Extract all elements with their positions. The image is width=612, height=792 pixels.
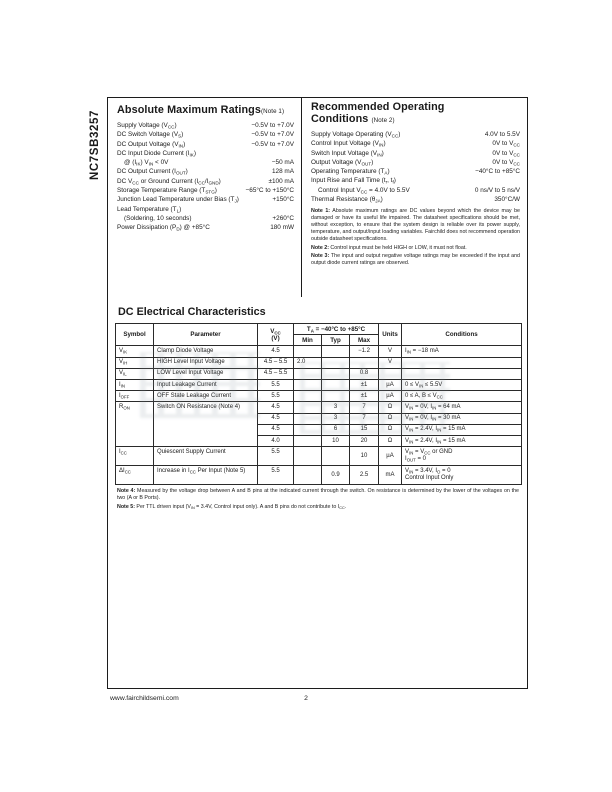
spec-row — [117, 214, 294, 223]
cell-typ: 3 — [322, 413, 350, 424]
cell-max: 7 — [350, 402, 379, 413]
cell-min — [294, 447, 322, 466]
spec-row — [117, 186, 294, 195]
cell-parameter: HIGH Level Input Voltage — [154, 357, 258, 368]
note-1: Note 1: Absolute maximum ratings are DC values beyond which the device may be damaged or have its useful life impaired. The datasheet specifications should be met, without exception, to ensure that the system design is reliable over its power supply, temperature, and output/input loading variables. Fairchild does not recommend operation outside datasheet specifications. — [311, 208, 521, 243]
cell-units — [379, 368, 402, 379]
cell-max: 0.8 — [350, 368, 379, 379]
cell-max: −1.2 — [350, 346, 379, 357]
spec-label: Output Voltage $(V_{OUT})$ — [311, 158, 374, 167]
cell-units: Ω — [379, 424, 402, 435]
cell-vcc: 5.5 — [258, 380, 294, 391]
cell-max: 20 — [350, 436, 379, 447]
cell-vcc: 5.5 — [258, 466, 294, 485]
cell-symbol: $V_{IH}$ — [116, 357, 154, 368]
spec-value: 350°C/W — [494, 196, 520, 204]
header-min: Min — [294, 335, 322, 346]
spec-value: 0V to $V_{CC}$ — [492, 140, 520, 148]
cell-units: mA — [379, 466, 402, 485]
cell-conditions: $0 \le V_{IN} \le 5.5V$ — [402, 380, 522, 391]
header-typ: Typ — [322, 335, 350, 346]
spec-value: 128 mA — [271, 168, 294, 176]
cell-parameter: LOW Level Input Voltage — [154, 368, 258, 379]
cell-units: Ω — [379, 413, 402, 424]
spec-label: DC Input Diode Current $(I_{IK})$ — [117, 149, 196, 158]
spec-value: 0V to $V_{CC}$ — [492, 149, 520, 157]
cell-typ — [322, 391, 350, 402]
cell-units: V — [379, 346, 402, 357]
cell-min — [294, 424, 322, 435]
spec-value: 0 ns/V to 5 ns/V — [474, 186, 520, 194]
note-5: Note 5: Per TTL driven input ($V_{IN} = 3.4V$, Control input only). A and B pins do not contribute to $I_{CC}$. — [117, 503, 347, 510]
spec-value: 4.0V to 5.5V — [484, 131, 520, 138]
cell-min: 2.0 — [294, 357, 322, 368]
cell-units: µA — [379, 391, 402, 402]
cell-units: µA — [379, 447, 402, 466]
cell-parameter: Increase in $I_{CC}$ Per Input (Note 5) — [154, 466, 258, 485]
header-max: Max — [350, 335, 379, 346]
cell-symbol: $V_{IK}$ — [116, 346, 154, 357]
spec-label: DC Output Current $(I_{OUT})$ — [117, 168, 188, 176]
roc-rows — [311, 130, 520, 204]
cell-typ: 10 — [322, 436, 350, 447]
header-temp-range: $T_A = -40^\circ C$ to +85°C — [294, 324, 379, 335]
cell-vcc: 4.5 — [258, 346, 294, 357]
roc-title-line1: Recommended Operating — [311, 101, 445, 113]
spec-value: −0.5V to +7.0V — [251, 122, 294, 129]
cell-units: µA — [379, 380, 402, 391]
spec-value: −50 mA — [271, 159, 294, 167]
abs-max-rows — [117, 121, 294, 233]
footer-url: www.fairchildsemi.com — [110, 695, 179, 702]
cell-conditions: 0 ≤ A, $B \le V_{CC}$ — [402, 391, 522, 402]
spec-row — [117, 149, 294, 158]
spec-row — [117, 130, 294, 139]
cell-max: 2.5 — [350, 466, 379, 485]
cell-min — [294, 413, 322, 424]
cell-vcc: 5.5 — [258, 447, 294, 466]
cell-max: 15 — [350, 424, 379, 435]
cell-units: Ω — [379, 436, 402, 447]
spec-label: DC Output Voltage $(V_{IN})$ — [117, 140, 186, 148]
cell-symbol: $V_{IL}$ — [116, 368, 154, 379]
cell-vcc: 4.5 — [258, 424, 294, 435]
header-conditions: Conditions — [402, 324, 522, 346]
spec-value: −40°C to +85°C — [475, 168, 520, 176]
spec-row — [311, 158, 520, 167]
spec-value: ±100 mA — [268, 177, 294, 185]
table-header-row — [116, 324, 522, 335]
cell-typ: 3 — [322, 402, 350, 413]
spec-value: 180 mW — [270, 224, 294, 232]
footer-page-number: 2 — [304, 695, 308, 702]
spec-label: Input Rise and Fall Time ($t_r$, $t_f$) — [311, 177, 396, 185]
cell-max: ±1 — [350, 380, 379, 391]
header-units: Units — [379, 324, 402, 346]
spec-label: @ $(I_{IK}) V_{IN} < 0V$ — [124, 159, 169, 167]
spec-value: +150°C — [272, 196, 294, 204]
cell-symbol: $I_{OFF}$ — [116, 391, 154, 402]
spec-value: −0.5V to +7.0V — [251, 131, 294, 139]
table-row — [116, 447, 522, 466]
spec-label: DC $V_{CC}$ or Ground Current $(I_{CC}/I_{GND})$ — [117, 177, 221, 186]
table-row — [116, 368, 522, 379]
spec-value: 0V to $V_{CC}$ — [492, 158, 520, 167]
spec-row — [311, 167, 520, 176]
spec-label: Junction Lead Temperature under Bias $(T_J)$ — [117, 196, 239, 204]
cell-min — [294, 466, 322, 485]
abs-max-title-text: Absolute Maximum Ratings — [117, 104, 261, 116]
spec-label: Operating Temperature $(T_A)$ — [311, 168, 390, 176]
spec-row — [311, 176, 520, 185]
spec-row — [311, 186, 520, 195]
cell-units: Ω — [379, 402, 402, 413]
cell-vcc: 4.5 — [258, 402, 294, 413]
cell-conditions: $V_{IN} = 0V$, $I_{IN} = 64$ mA — [402, 402, 522, 413]
table-row — [116, 346, 522, 357]
cell-typ — [322, 447, 350, 466]
spec-row — [117, 205, 294, 214]
cell-min — [294, 380, 322, 391]
cell-max — [350, 357, 379, 368]
roc-title-line2: Conditions — [311, 112, 369, 125]
roc-title — [311, 102, 520, 126]
cell-vcc: 5.5 — [258, 391, 294, 402]
cell-vcc: 4.0 — [258, 436, 294, 447]
spec-label: Control Input Voltage $(V_{IN})$ — [311, 140, 386, 148]
cell-symbol: $\Delta I_{CC}$ — [116, 466, 154, 485]
roc-title-note: (Note 2) — [371, 116, 395, 124]
spec-value: +260°C — [272, 214, 294, 222]
cell-conditions — [402, 368, 522, 379]
cell-typ — [322, 380, 350, 391]
cell-max: 10 — [350, 447, 379, 466]
cell-symbol: $I_{CC}$ — [116, 447, 154, 466]
dc-characteristics-table — [115, 323, 522, 485]
note-2: Note 2: Control input must be held HIGH or LOW, it must not float. — [311, 244, 467, 251]
spec-value: −65°C to +150°C — [245, 187, 294, 195]
absolute-maximum-ratings-section — [108, 98, 302, 297]
header-vcc: $V_{CC}$ (V) — [258, 324, 294, 346]
header-symbol: Symbol — [116, 324, 154, 346]
cell-conditions: $I_{IN} = -18$ mA — [402, 346, 522, 357]
dc-characteristics-title: DC Electrical Characteristics — [118, 306, 266, 318]
cell-vcc: 4.5 — [258, 413, 294, 424]
spec-label: Supply Voltage $(V_{CC})$ — [117, 122, 177, 130]
cell-parameter: Input Leakage Current — [154, 380, 258, 391]
spec-row — [311, 130, 520, 139]
spec-label: Switch Input Voltage $(V_{IN})$ — [311, 149, 384, 157]
spec-label: (Soldering, 10 seconds) — [124, 214, 192, 222]
cell-max: 7 — [350, 413, 379, 424]
spec-row — [117, 158, 294, 167]
spec-row — [117, 223, 294, 232]
table-row — [116, 466, 522, 485]
cell-conditions: $V_{IN} = 2.4V$, $I_{IN} = 15$ mA — [402, 436, 522, 447]
cell-parameter: Switch ON Resistance (Note 4) — [154, 402, 258, 447]
abs-max-title-note: (Note 1) — [260, 108, 285, 115]
table-row — [116, 357, 522, 368]
content-box — [107, 97, 528, 689]
top-columns — [108, 98, 527, 297]
cell-parameter: Quiescent Supply Current — [154, 447, 258, 466]
cell-typ: 6 — [322, 424, 350, 435]
header-parameter: Parameter — [154, 324, 258, 346]
note-4: Note 4: Measured by the voltage drop between A and B pins at the indicated current through the switch. On resistance is determined by the lower of the voltages on the two (A or B Ports). — [117, 488, 519, 502]
spec-label: Power Dissipation $(P_D)$ @ +85°C — [117, 224, 210, 232]
cell-typ — [322, 368, 350, 379]
cell-parameter: Clamp Diode Voltage — [154, 346, 258, 357]
table-notes — [117, 488, 519, 511]
cell-min — [294, 436, 322, 447]
cell-vcc: 4.5 – 5.5 — [258, 368, 294, 379]
cell-vcc: 4.5 – 5.5 — [258, 357, 294, 368]
spec-row — [117, 121, 294, 130]
cell-conditions: $V_{IN} = 2.4V$, $I_{IN} = 15$ mA — [402, 424, 522, 435]
cell-typ — [322, 357, 350, 368]
spec-label: DC Switch Voltage $(V_S)$ — [117, 131, 184, 139]
general-notes — [311, 208, 520, 267]
cell-conditions: $V_{IN} = 0V$, $I_{IN} = 30$ mA — [402, 413, 522, 424]
cell-max: ±1 — [350, 391, 379, 402]
spec-row — [311, 139, 520, 148]
spec-row — [117, 140, 294, 149]
cell-min — [294, 346, 322, 357]
table-row — [116, 391, 522, 402]
spec-row — [311, 195, 520, 204]
spec-label: Storage Temperature Range $(T_{STG})$ — [117, 187, 217, 195]
cell-min — [294, 402, 322, 413]
note-3: Note 3: The input and output negative voltage ratings may be exceeded if the input and output diode current ratings are observed. — [311, 253, 520, 267]
spec-value: −0.5V to +7.0V — [251, 140, 294, 148]
spec-row — [117, 167, 294, 176]
abs-max-title — [117, 104, 294, 116]
spec-label: Control Input $V_{CC} = 4.0V$ to 5.5V — [318, 186, 410, 195]
spec-label: Supply Voltage Operating $(V_{CC})$ — [311, 131, 401, 139]
table-row — [116, 402, 522, 413]
cell-typ: 0.9 — [322, 466, 350, 485]
cell-min — [294, 368, 322, 379]
part-number-vertical: NC7SB3257 — [89, 110, 101, 180]
spec-row — [117, 177, 294, 186]
cell-min — [294, 391, 322, 402]
spec-label: Lead Temperature $(T_L)$ — [117, 205, 182, 214]
cell-conditions — [402, 357, 522, 368]
spec-row — [311, 149, 520, 158]
recommended-operating-conditions-section — [302, 98, 527, 297]
cell-parameter: OFF State Leakage Current — [154, 391, 258, 402]
cell-conditions: $V_{IN} = V_{CC}$ or GND $I_{OUT} = 0$ — [402, 447, 522, 466]
spec-label: Thermal Resistance $(\theta_{JA})$ — [311, 196, 383, 204]
cell-symbol: $I_{IN}$ — [116, 380, 154, 391]
table-row — [116, 380, 522, 391]
spec-row — [117, 195, 294, 204]
cell-symbol: $R_{ON}$ — [116, 402, 154, 447]
cell-typ — [322, 346, 350, 357]
cell-conditions: $V_{IN} = 3.4V$, $I_O = 0$ Control Input Only — [402, 466, 522, 485]
cell-units: V — [379, 357, 402, 368]
